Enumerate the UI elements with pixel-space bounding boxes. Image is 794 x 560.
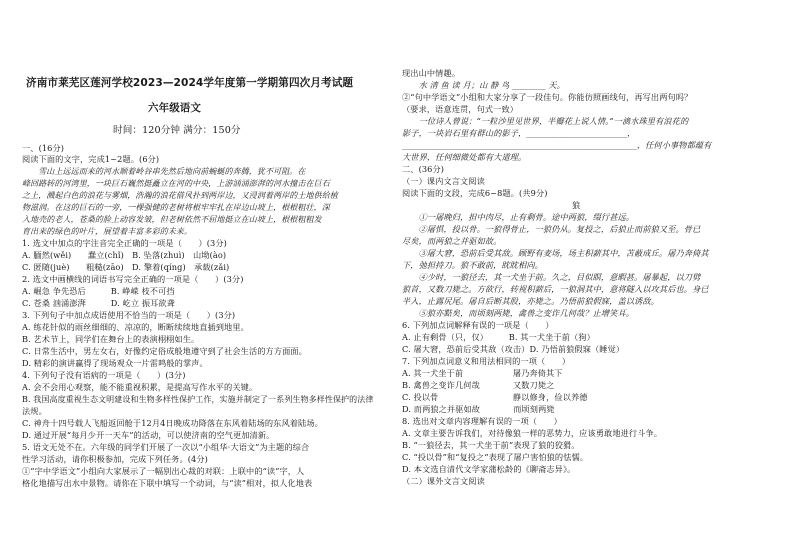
right-line: 现出山中情趣。 (402, 68, 461, 78)
left-line: ①“字中学语文”小组向大家展示了一幅别出心裁的对联：上联中的“读”字，人 (22, 466, 305, 476)
left-line: C. 日常生活中，男左女右，好像约定俗成般地遵守到了社会生活的方方面面。 (22, 346, 307, 356)
right-line: 一位诗人曾说：“一粒沙里见世界，半瓣花上说人情。”一滴水珠里有浪花的 (402, 116, 689, 126)
left-line: 法规。 (22, 406, 47, 416)
left-line: 物滋润。在这的巨石的一旁，一棵强健的老树将根牢牢扎在岸边山坡上，根根粗壮，深 (22, 203, 330, 212)
right-line: A. 止有剩骨（只，仅） B. 其一犬坐于前（狗） (402, 332, 595, 342)
time-score: 时间：120分钟 满分：150分 (113, 125, 241, 136)
passage-line: ④少时，一狼径去，其一犬坐于前。久之，目似瞑，意暇甚。屠暴起，以刀劈 (402, 272, 701, 282)
question-4: 4. 下列句子没有语病的一项是（ ）(3分) (22, 370, 186, 380)
grade-subject: 六年级语文 (148, 102, 201, 114)
question-5: 5. 语文无处不在。六年级的同学们开展了一次以“小组华·大语文”为主题的综合 (22, 442, 310, 452)
passage-line: ⑤狼亦黠矣，而顷刻两毙，禽兽之变诈几何哉？止增笑耳。 (402, 308, 635, 318)
left-line: 峰回路转的河湾里，一块巨石巍然挺矗立在河的中央，上游汹涌澎湃的河水撞击在巨石 (22, 179, 330, 188)
couplet-line: 水 清 鱼 读 月；山 静 鸟 ________ 天。 (402, 80, 565, 90)
left-line: 阅读下面的文字，完成1~2题。(6分) (22, 154, 160, 164)
question-3: 3. 下列句子中加点成语使用不恰当的一项是（ ）(3分) (22, 310, 236, 320)
right-line: D. 而两狼之并驱如故 而顷刻两毙 (402, 404, 555, 414)
left-line: A. 腼然(wěi) 蠢立(chǐ) B. 坠落(zhuì) 山坳(ào) (22, 250, 227, 260)
left-line: 之上，溅起白色的浪花与雾烟，浩瀚的浪花借风扑到两岸边，又浸润着两岸的土地供给植 (22, 191, 338, 200)
left-line: B. 我国高度重视生态文明建设和生物多样性保护工作，实施并制定了一系列生物多样性保护的法律 (22, 395, 374, 404)
left-line: 雪山上远远而来的河水顺着岭谷串先然后地向前蜿蜒的奔腾，犹不可阻。在 (22, 167, 306, 176)
right-line: A. 其一犬坐于前 屠乃奔倚其下 (402, 368, 563, 378)
passage-line: 尽矣，而两狼之并驱如故。 (402, 236, 502, 246)
right-line: C. “投以骨”和“复投之”表现了屠户害怕狼的怯懦。 (402, 452, 589, 462)
left-line: C. 匿随(juè) 粗糙(zāo) D. 擎着(qíng) 承载(zǎi) (22, 262, 230, 272)
left-line: 一、(16分) (22, 143, 65, 153)
exam-title: 济南市莱芜区莲河学校2023—2024学年度第一学期第四次月考试题 (26, 77, 354, 89)
left-line: B. 艺术节上，同学们在舞台上的表演栩栩如生。 (22, 334, 200, 344)
right-line: 影子，一块岩石里有群山的影子，________________________， (402, 128, 636, 138)
right-line: 阅读下面的文段，完成6~8题。(共9分) (402, 188, 548, 198)
question-6: 6. 下列加点词解释有误的一项是（ ） (402, 320, 554, 330)
passage-line: 下，弛担持刀。狼不敢前，眈眈相向。 (402, 260, 543, 270)
right-line: C. 投以骨 静以修身，俭以养德 (402, 392, 588, 402)
left-line: D. 精彩的演讲赢得了现场观众一片雷鸣般的掌声。 (22, 358, 208, 368)
right-line: B. 禽兽之变诈几何哉 又数刀毙之 (402, 380, 555, 390)
left-line: D. 通过开展“每月少开一天车”的活动，可以使济南的空气更加清新。 (22, 430, 275, 440)
question-1: 1. 选文中加点的字注音完全正确的一项是（ ）(3分) (22, 238, 227, 248)
question-8: 8. 选出对文章内容理解有误的一项（ ） (402, 416, 562, 426)
left-line: C. 苍桑 汹涌澎湃 D. 屹立 振耳欲聋 (22, 298, 175, 308)
left-line: 育出来的绿色的叶片，展望着丰富多彩的未来。 (22, 227, 193, 236)
question-2: 2. 选文中画横线的词语书写完全正确的一项是（ ）(3分) (22, 274, 244, 284)
right-line: B. “一狼径去，其一犬坐于前”表现了狼的狡猾。 (402, 440, 580, 450)
right-line: ________________________________________________________，任何小事物都蕴有 (402, 140, 712, 150)
passage-line: ③屠大窘，恐前后受其敌。顾野有麦场，场主积薪其中，苫蔽成丘。屠乃奔倚其 (402, 248, 709, 258)
left-line: 性学习活动，请你积极参加，完成下列任务。(4分) (22, 454, 208, 464)
passage-title: 狼 (572, 200, 581, 210)
right-line: （一）课内文言文阅读 (402, 176, 485, 186)
passage-line: 半入，止露尻尾。屠自后断其股，亦毙之。乃悟前狼假寐，盖以诱敌。 (402, 296, 659, 306)
left-line: 格化地描写出水中景物。请你在下联中填写一个动词，与“读”相对，拟人化地表 (22, 478, 313, 488)
right-line: 大世界，任何细微处都有大道理。 (402, 152, 527, 162)
passage-line: 狼首，又数刀毙之。方欲行，转视积薪后，一狼洞其中，意将隧入以攻其后也。身已 (402, 284, 709, 294)
left-line: A. 练花针似的雨丝细细的、凉凉的，断断续续地直插到地里。 (22, 322, 249, 332)
right-line: A. 文章主要告诉我们，对待像狼一样的恶势力，应该勇敢地进行斗争。 (402, 428, 663, 438)
left-line: A. 崛急 争先恐后 B. 峥嵘 枝不可挡 (22, 286, 175, 296)
left-line: C. 神舟十四号载人飞船返回舱于12月4日晚成功降落在东风着陆场的东风着陆场。 (22, 418, 323, 428)
right-line: D. 本文选自清代文学家蒲松龄的《聊斋志异》。 (402, 464, 576, 474)
left-line: 入地壳的老人，苍桑的脸上动容发皱，但老树依然不屈地挺立在山坡上，根根粗粗发 (22, 215, 322, 224)
passage-line: ①一屠晚归，担中肉尽，止有剩骨。途中两狼，缀行甚远。 (402, 212, 635, 222)
passage-line: ②屠惧，投以骨。一狼得骨止，一狼仍从。复投之，后狼止而前狼又至。骨已 (402, 224, 701, 234)
right-line: C. 屠大窘，恐前后受其敌（攻击）D. 乃悟前狼假寐（睡觉） (402, 344, 625, 354)
left-line: A. 会不会用心观察，能不能重视积累，是提高写作水平的关键。 (22, 382, 258, 392)
right-line: ②“句中学语文”小组和大家分享了一段佳句。你能仿照画线句，再写出两句吗？ (402, 92, 693, 102)
question-7: 7. 下列加点词意义和用法相同的一项（ ） (402, 356, 571, 366)
section-2-header: 二、(36分) (402, 164, 445, 174)
right-line: （二）课外文言文阅读 (402, 476, 485, 486)
right-line: （要求，语意连贯，句式一致） (402, 104, 519, 114)
